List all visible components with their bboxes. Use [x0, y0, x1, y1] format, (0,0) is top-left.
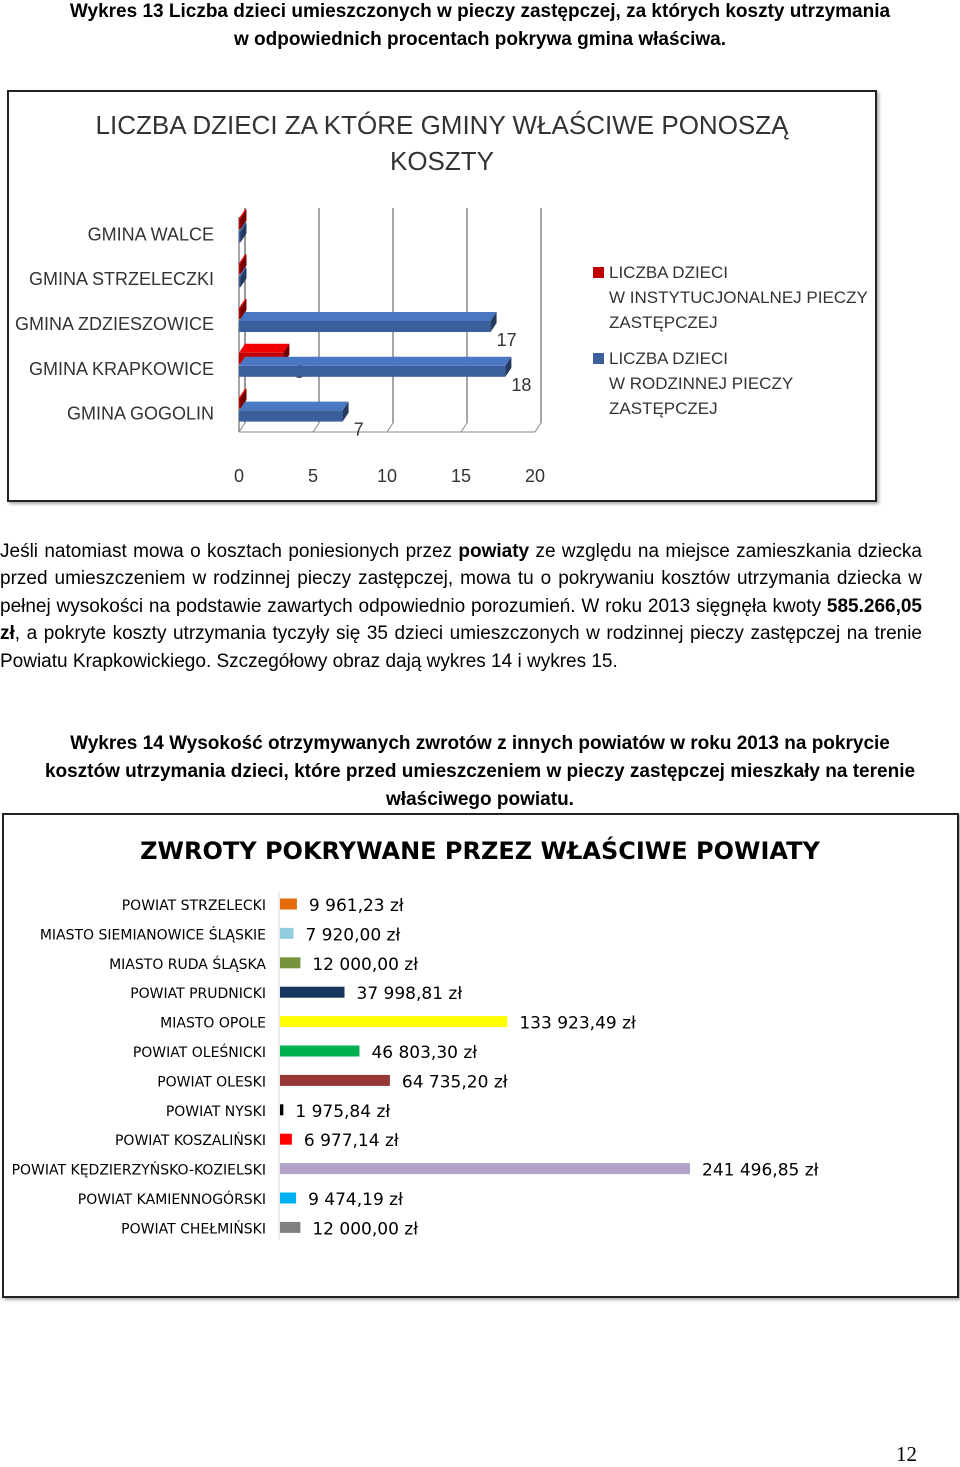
- bar: [280, 957, 300, 968]
- bar: [239, 218, 241, 229]
- bar-top: [239, 312, 497, 321]
- bar: [280, 987, 345, 998]
- gridline-floor: [239, 423, 245, 432]
- data-label: 12 000,00 zł: [312, 954, 419, 975]
- legend-label: W RODZINNEJ PIECZY: [609, 374, 794, 393]
- legend-label: LICZBA DZIECI: [609, 263, 729, 282]
- gridline-floor: [387, 423, 393, 432]
- data-label: 9 961,23 zł: [308, 896, 404, 916]
- x-tick-label: 5: [307, 466, 319, 486]
- gridline-floor: [313, 423, 319, 432]
- figure-caption-13: [0, 0, 960, 54]
- category-label: POWIAT NYSKI: [165, 1103, 266, 1120]
- chart-gminy-svg: [9, 92, 875, 500]
- x-tick-label: 15: [450, 466, 472, 486]
- data-label: 7 920,00 zł: [305, 925, 401, 946]
- bar: [239, 263, 241, 274]
- legend-label: ZASTĘPCZEJ: [609, 313, 718, 332]
- bar: [280, 1193, 296, 1204]
- chart-powiaty: [2, 813, 959, 1298]
- data-label: 7: [353, 419, 364, 440]
- figure-caption-14: [0, 730, 960, 814]
- category-label: POWIAT STRZELECKI: [121, 898, 266, 914]
- data-label: 1 975,84 zł: [295, 1101, 391, 1122]
- data-label: 17: [496, 330, 517, 350]
- data-label: 133 923,49 zł: [519, 1013, 636, 1034]
- bar: [280, 1016, 507, 1027]
- legend-label: ZASTĘPCZEJ: [609, 399, 718, 418]
- chart-title: KOSZTY: [389, 146, 495, 176]
- bar: [280, 1075, 390, 1086]
- bar: [280, 1134, 292, 1145]
- category-label: GMINA GOGOLIN: [66, 403, 214, 424]
- chart-title: ZWROTY POKRYWANE PRZEZ WŁAŚCIWE POWIATY: [140, 837, 820, 865]
- data-label: 12 000,00 zł: [312, 1219, 419, 1240]
- bar: [239, 276, 241, 287]
- paragraph-bold: powiaty: [458, 541, 530, 562]
- bar: [280, 899, 297, 910]
- category-label: POWIAT KAMIENNOGÓRSKI: [77, 1192, 266, 1208]
- bar-top: [239, 402, 349, 411]
- x-tick-label: 0: [233, 466, 245, 486]
- category-label: POWIAT KĘDZIERZYŃSKO-KOZIELSKI: [11, 1162, 266, 1179]
- legend-swatch: [593, 353, 604, 364]
- category-label: POWIAT PRUDNICKI: [130, 986, 266, 1003]
- bar: [280, 1046, 359, 1057]
- category-label: POWIAT OLESKI: [157, 1074, 266, 1091]
- bar: [239, 411, 343, 422]
- category-label: MIASTO OPOLE: [160, 1015, 266, 1032]
- data-label: 18: [511, 374, 532, 395]
- paragraph-text: Jeśli natomiast mowa o kosztach poniesionych przez: [0, 541, 459, 562]
- paragraph-bold: 585.266,05 zł: [0, 595, 922, 645]
- category-label: POWIAT OLEŚNICKI: [132, 1045, 266, 1061]
- category-label: POWIAT KOSZALIŃSKI: [114, 1133, 266, 1150]
- bar: [239, 366, 505, 377]
- paragraph-text: ze względu na miejsce zamieszkania dziecka przed umieszczeniem w rodzinnej pieczy zastępczej, mowa tu o pokrywaniu kosztów utrzymania dziecka w pełnej wysokości na podstawie zawartych odpowiednio porozumień. W roku 2013 sięgnęła kwoty: [0, 541, 922, 617]
- bar-top: [239, 357, 511, 366]
- legend-label: W INSTYTUCJONALNEJ PIECZY: [609, 288, 868, 307]
- x-tick-label: 20: [524, 466, 546, 486]
- caption-line: w odpowiednich procentach pokrywa gmina właściwa.: [234, 29, 726, 50]
- bar: [239, 398, 241, 409]
- data-label: 37 998,81 zł: [356, 984, 463, 1005]
- data-label: 46 803,30 zł: [371, 1043, 478, 1063]
- page-number: 12: [896, 1442, 917, 1466]
- bar: [239, 321, 491, 332]
- chart-title: LICZBA DZIECI ZA KTÓRE GMINY WŁAŚCIWE PONOSZĄ: [95, 110, 789, 140]
- caption-line: Wykres 13 Liczba dzieci umieszczonych w pieczy zastępczej, za których koszty utrzymania: [69, 1, 891, 22]
- bar: [280, 928, 293, 939]
- data-label: 6 977,14 zł: [303, 1131, 399, 1152]
- category-label: GMINA ZDZIESZOWICE: [14, 314, 214, 334]
- data-label: 9 474,19 zł: [308, 1190, 403, 1210]
- category-label: GMINA KRAPKOWICE: [28, 358, 214, 379]
- data-label: 64 735,20 zł: [401, 1072, 508, 1093]
- category-label: GMINA STRZELECZKI: [28, 269, 214, 290]
- caption-line: właściwego powiatu.: [386, 789, 574, 810]
- caption-line: Wykres 14 Wysokość otrzymywanych zwrotów z innych powiatów w roku 2013 na pokrycie: [70, 733, 890, 754]
- gridline-floor: [461, 423, 467, 432]
- gridline-floor: [535, 423, 541, 432]
- caption-line: kosztów utrzymania dzieci, które przed umieszczeniem w pieczy zastępczej mieszkały na terenie: [44, 761, 916, 782]
- category-label: MIASTO SIEMIANOWICE ŚLĄSKIE: [39, 927, 266, 944]
- bar: [239, 308, 241, 319]
- legend-label: LICZBA DZIECI: [609, 349, 729, 368]
- legend-swatch: [593, 267, 604, 278]
- bar-top: [239, 344, 289, 353]
- category-label: POWIAT CHEŁMIŃSKI: [121, 1221, 266, 1238]
- data-label: 241 496,85 zł: [702, 1160, 819, 1181]
- chart-gminy: [7, 90, 877, 502]
- body-paragraph: [0, 538, 922, 675]
- category-label: MIASTO RUDA ŚLĄSKA: [109, 956, 266, 973]
- bar: [239, 231, 241, 242]
- category-label: GMINA WALCE: [87, 224, 214, 245]
- x-tick-label: 10: [376, 466, 398, 486]
- chart-powiaty-svg: [4, 815, 957, 1296]
- paragraph-text: , a pokryte koszty utrzymania tyczyły się 35 dzieci umieszczonych w rodzinnej pieczy zastępczej na trenie Powiatu Krapkowickiego. Szczegółowy obraz dają wykres 14 i wykres 15.: [0, 623, 922, 672]
- bar: [280, 1163, 690, 1174]
- bar: [280, 1222, 300, 1233]
- bar: [280, 1104, 283, 1115]
